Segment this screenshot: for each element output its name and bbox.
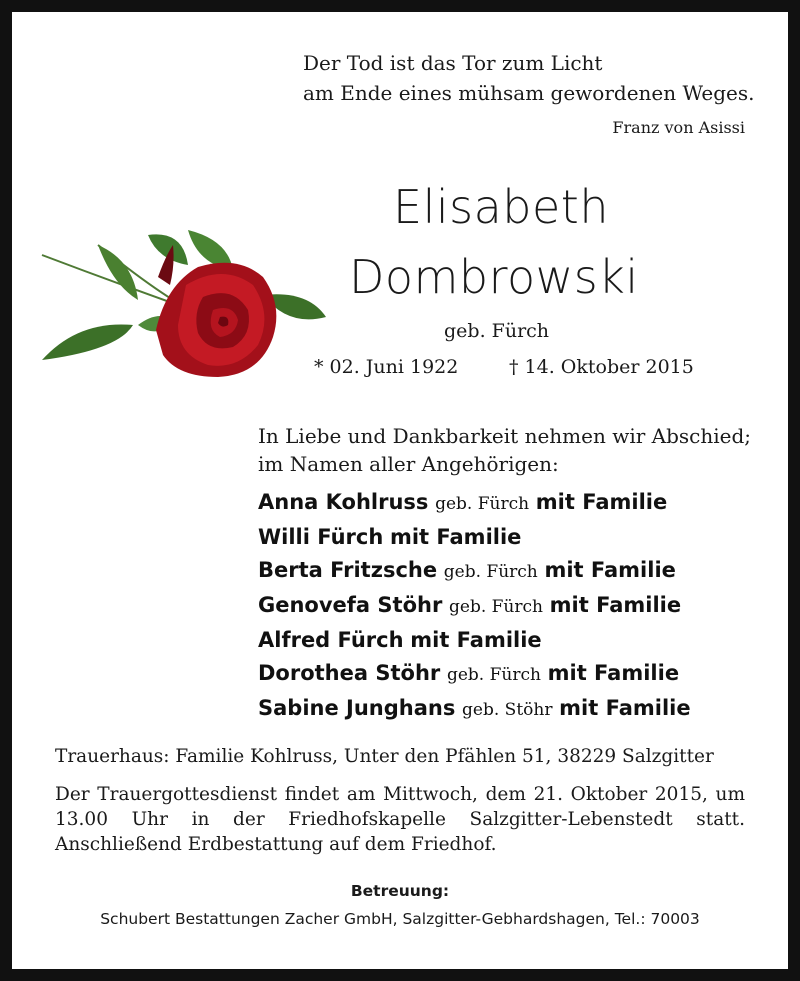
birth-date: * 02. Juni 1922 (314, 356, 459, 378)
trauerhaus-address: Trauerhaus: Familie Kohlruss, Unter den Pfählen 51, 38229 Salzgitter (55, 746, 714, 767)
death-date: † 14. Oktober 2015 (509, 356, 694, 378)
intro-text: In Liebe und Dankbarkeit nehmen wir Abschied; im Namen aller Angehörigen: (258, 424, 751, 476)
service-details: Der Trauergottesdienst findet am Mittwoch, dem 21. Oktober 2015, um 13.00 Uhr in der Friedhofskapelle Salzgitter-Lebenstedt statt. Anschließend Erdbestattung auf dem Friedhof. (55, 784, 745, 855)
mourner-row: Alfred Fürch mit Familie (258, 628, 542, 652)
mourner-row: Dorothea Stöhr geb. Fürch mit Familie (258, 661, 680, 685)
rose-image (38, 225, 330, 385)
quote-author: Franz von Asissi (612, 118, 745, 137)
mourner-row: Genovefa Stöhr geb. Fürch mit Familie (258, 593, 682, 617)
maiden-name: geb. Fürch (444, 320, 550, 342)
footer-company: Schubert Bestattungen Zacher GmbH, Salzgitter-Gebhardshagen, Tel.: 70003 (100, 910, 700, 928)
mourner-list (258, 486, 691, 727)
mourner-row: Anna Kohlruss geb. Fürch mit Familie (258, 490, 668, 514)
quote-text: Der Tod ist das Tor zum Licht am Ende eines mühsam gewordenen Weges. (303, 51, 755, 105)
mourner-row: Berta Fritzsche geb. Fürch mit Familie (258, 558, 676, 582)
mourner-row: Willi Fürch mit Familie (258, 525, 522, 549)
footer-label: Betreuung: (350, 882, 450, 900)
mourner-row: Sabine Junghans geb. Stöhr mit Familie (258, 696, 691, 720)
deceased-last-name: Dombrowski (349, 250, 639, 304)
